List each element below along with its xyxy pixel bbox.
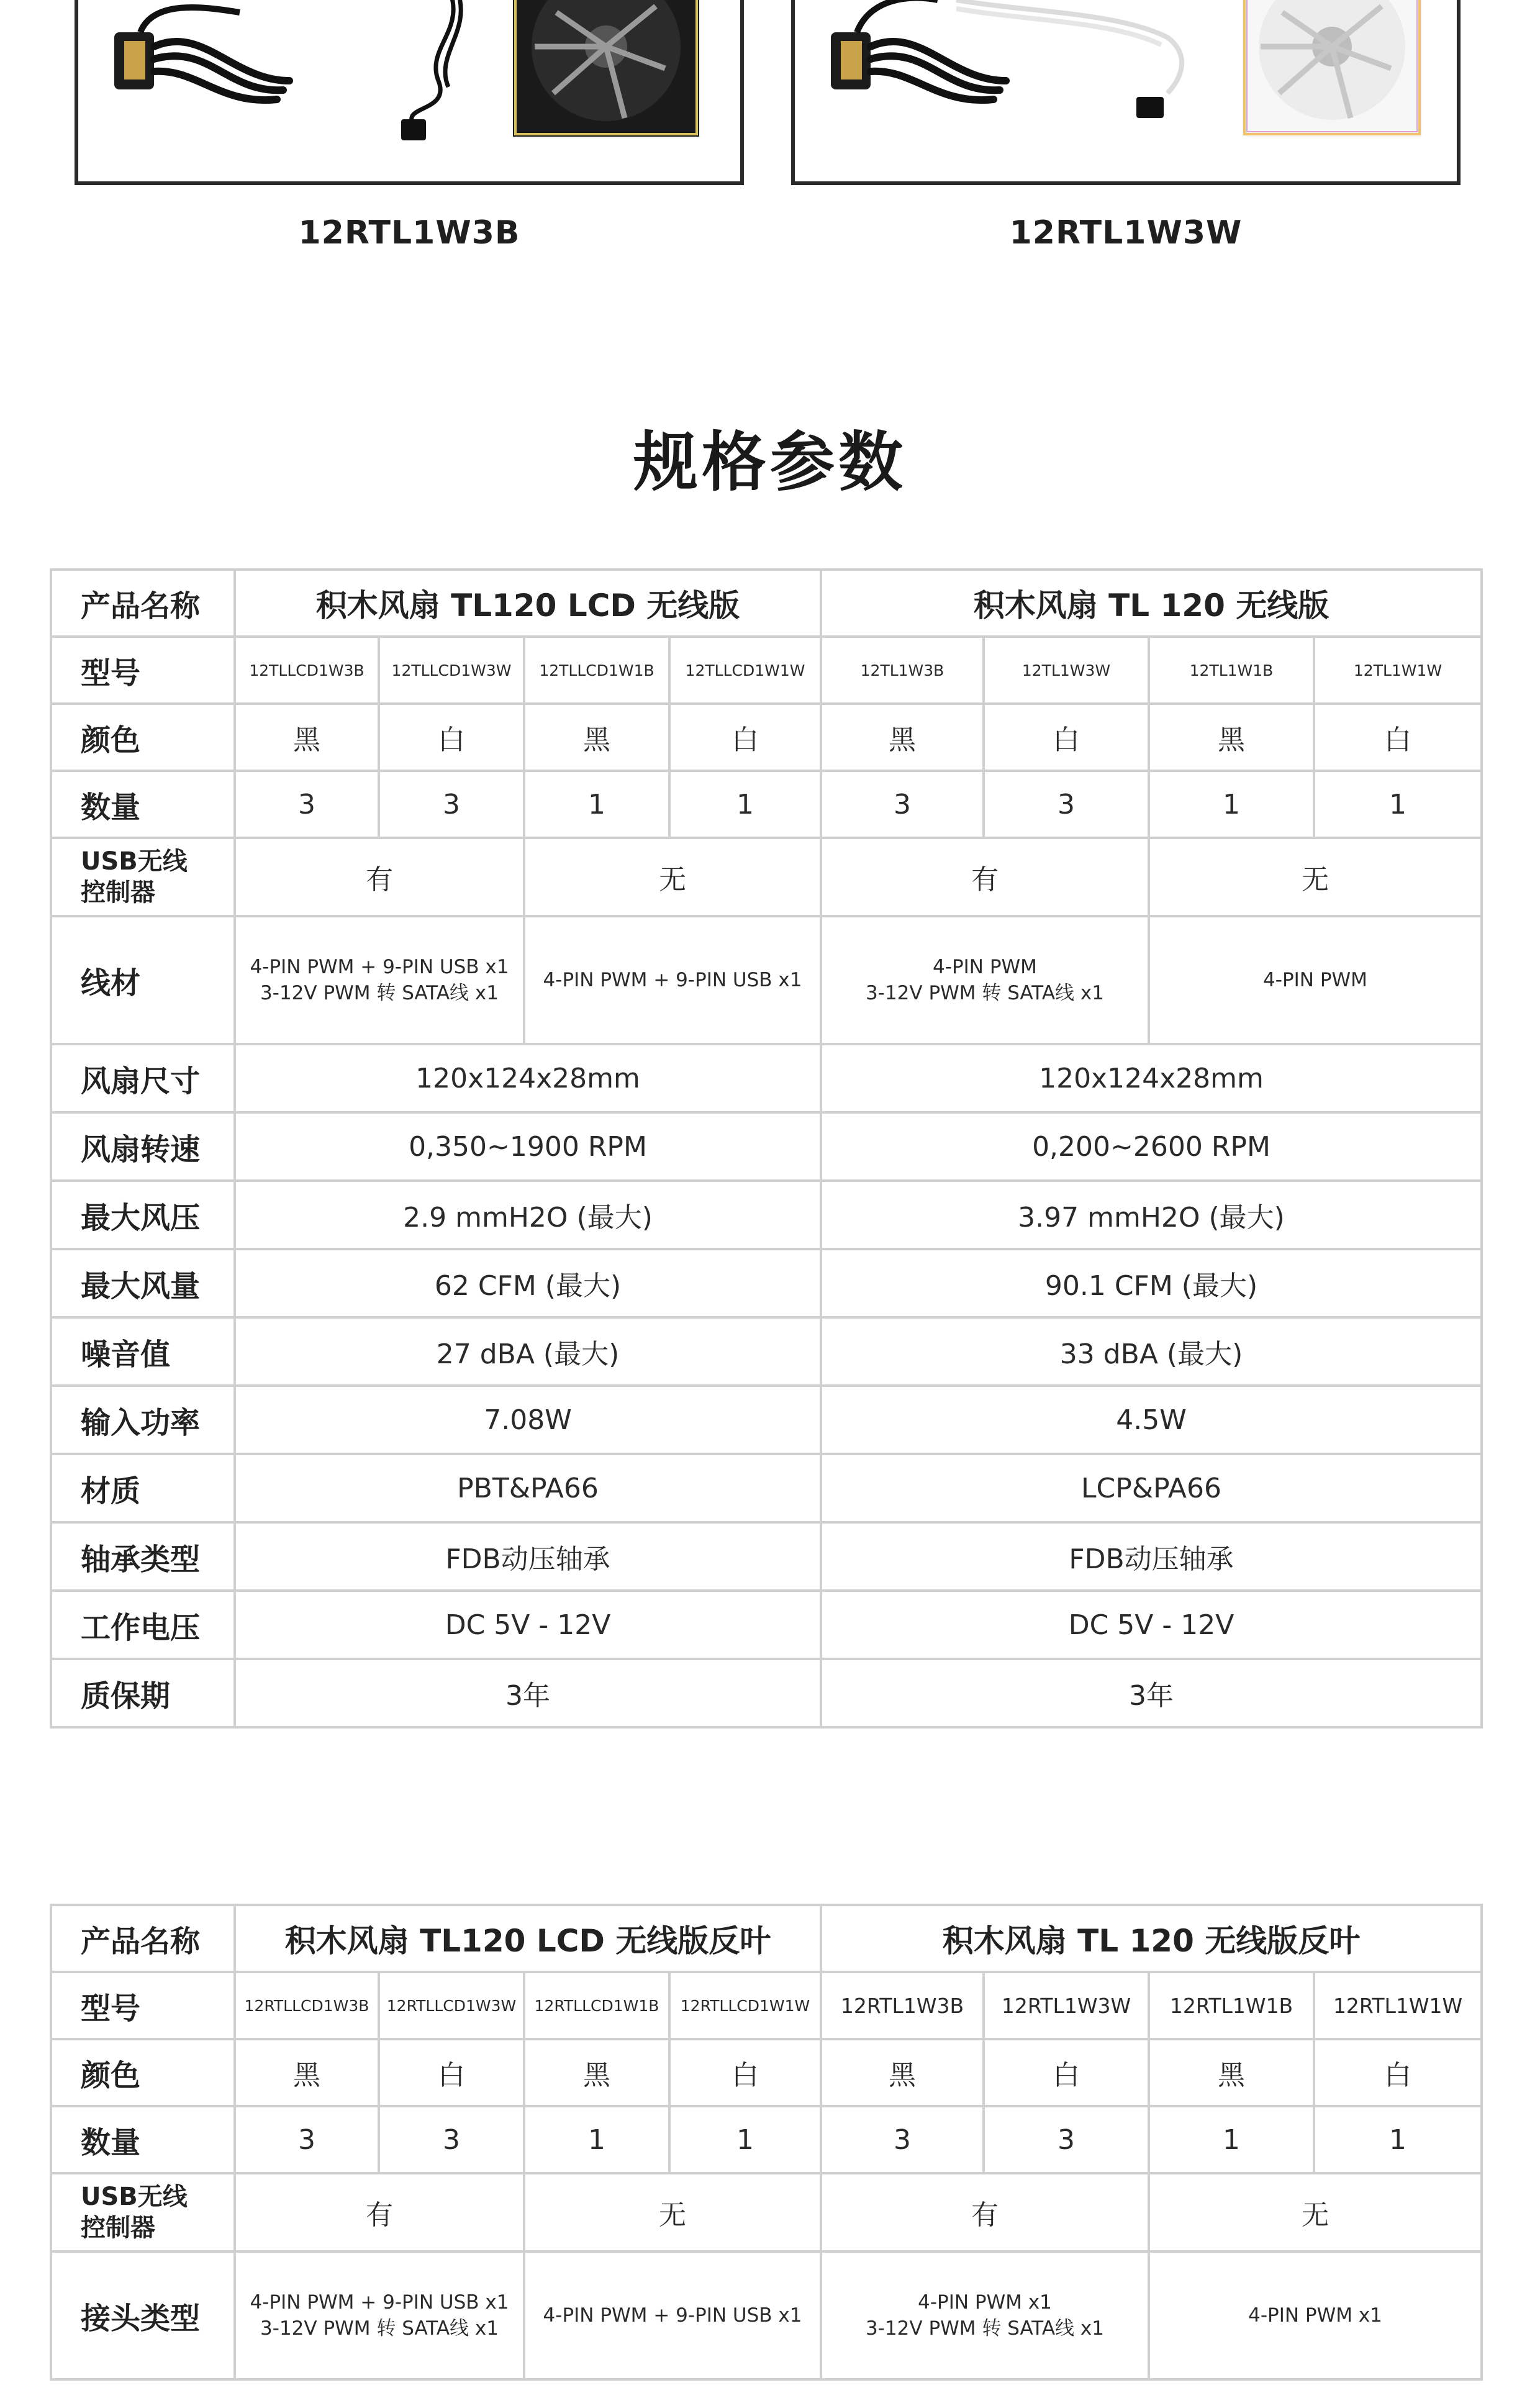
connector-line: 4-PIN PWM x1 (1248, 2304, 1382, 2327)
row-label: 数量 (51, 771, 235, 838)
row-label: 产品名称 (51, 570, 235, 637)
spec-section-title: 规格参数 (633, 424, 907, 500)
model-cell: 12TL1W3B (821, 637, 984, 704)
qty-cell: 1 (1314, 2106, 1482, 2173)
cable-line: 3-12V PWM 转 SATA线 x1 (866, 982, 1104, 1004)
model-cell: 12TLLCD1W3B (235, 637, 379, 704)
row-label: 型号 (51, 1972, 235, 2039)
spec-value: 3年 (235, 1659, 821, 1727)
color-cell: 白 (1314, 2039, 1482, 2106)
color-cell: 白 (379, 2039, 524, 2106)
table-row (51, 838, 1482, 916)
table-row (51, 570, 1482, 637)
white-fan-kit-illustration (795, 0, 1457, 181)
model-cell: 12RTL1W1W (1314, 1972, 1482, 2039)
cable-line: 4-PIN PWM + 9-PIN USB x1 (250, 956, 509, 978)
group-header: 积木风扇 TL 120 无线版 (821, 570, 1482, 637)
model-cell: 12RTLLCD1W1W (669, 1972, 821, 2039)
product-caption-white: 12RTL1W3W (1009, 214, 1243, 252)
spec-value: 62 CFM (最大) (235, 1249, 821, 1317)
color-cell: 黑 (821, 704, 984, 771)
spec-table-reverse-blade (50, 1904, 1483, 2381)
row-label: 型号 (51, 637, 235, 704)
sata-cable-icon (831, 0, 1006, 100)
spec-value: PBT&PA66 (235, 1454, 821, 1522)
spec-value: DC 5V - 12V (235, 1591, 821, 1659)
spec-value: 0,200~2600 RPM (821, 1112, 1482, 1181)
model-cell: 12RTLLCD1W1B (524, 1972, 669, 2039)
connector-line: 4-PIN PWM x1 (918, 2291, 1052, 2314)
black-fan-kit-illustration (78, 0, 740, 181)
black-fan-icon (513, 0, 699, 137)
row-label: 轴承类型 (51, 1522, 235, 1591)
table-row (51, 1522, 1482, 1591)
row-label: 线材 (51, 916, 235, 1044)
row-label: 输入功率 (51, 1386, 235, 1454)
spec-table-standard (50, 568, 1483, 1729)
row-label: 颜色 (51, 704, 235, 771)
model-cell: 12RTLLCD1W3W (379, 1972, 524, 2039)
table-row (51, 1317, 1482, 1386)
product-image-frame-black (75, 0, 744, 185)
table-row (51, 1905, 1482, 1972)
model-cell: 12TL1W1W (1314, 637, 1482, 704)
usb-cell: 无 (1149, 838, 1482, 916)
table-row (51, 637, 1482, 704)
spec-value: 2.9 mmH2O (最大) (235, 1181, 821, 1249)
row-label: 材质 (51, 1454, 235, 1522)
spec-value: 4.5W (821, 1386, 1482, 1454)
qty-cell: 3 (821, 2106, 984, 2173)
spec-value: 120x124x28mm (235, 1044, 821, 1112)
table-row (51, 1591, 1482, 1659)
row-label (51, 838, 235, 916)
spec-value: 27 dBA (最大) (235, 1317, 821, 1386)
cable-cell (524, 916, 821, 1044)
model-cell: 12RTLLCD1W3B (235, 1972, 379, 2039)
cable-cell (1149, 916, 1482, 1044)
product-image-frame-white (791, 0, 1461, 185)
qty-cell: 3 (235, 771, 379, 838)
cable-cell (235, 916, 524, 1044)
connector-cell (1149, 2251, 1482, 2379)
spec-value: LCP&PA66 (821, 1454, 1482, 1522)
model-cell: 12TLLCD1W3W (379, 637, 524, 704)
color-cell: 黑 (1149, 2039, 1314, 2106)
model-cell: 12RTL1W3W (984, 1972, 1149, 2039)
table-row (51, 1386, 1482, 1454)
spec-value: 120x124x28mm (821, 1044, 1482, 1112)
row-label: 接头类型 (51, 2251, 235, 2379)
row-label (51, 2173, 235, 2251)
spec-value: FDB动压轴承 (821, 1522, 1482, 1591)
qty-cell: 3 (984, 771, 1149, 838)
group-header: 积木风扇 TL120 LCD 无线版反叶 (235, 1905, 821, 1972)
connector-cell (524, 2251, 821, 2379)
connector-line: 3-12V PWM 转 SATA线 x1 (866, 2317, 1104, 2340)
usb-cell: 有 (821, 2173, 1149, 2251)
spec-value: DC 5V - 12V (821, 1591, 1482, 1659)
qty-cell: 3 (984, 2106, 1149, 2173)
pwm-cable-icon (401, 0, 461, 140)
cable-line: 4-PIN PWM (933, 956, 1037, 978)
model-cell: 12TL1W3W (984, 637, 1149, 704)
table-row (51, 771, 1482, 838)
group-header: 积木风扇 TL 120 无线版反叶 (821, 1905, 1482, 1972)
row-label: 风扇转速 (51, 1112, 235, 1181)
cable-cell (821, 916, 1149, 1044)
sata-cable-icon (114, 7, 289, 100)
model-cell: 12TL1W1B (1149, 637, 1314, 704)
group-header: 积木风扇 TL120 LCD 无线版 (235, 570, 821, 637)
color-cell: 黑 (524, 2039, 669, 2106)
connector-line: 3-12V PWM 转 SATA线 x1 (260, 2317, 499, 2340)
row-label: 工作电压 (51, 1591, 235, 1659)
spec-value: 33 dBA (最大) (821, 1317, 1482, 1386)
connector-line: 4-PIN PWM + 9-PIN USB x1 (250, 2291, 509, 2314)
usb-cell: 无 (524, 838, 821, 916)
table-row (51, 2106, 1482, 2173)
spec-value: 90.1 CFM (最大) (821, 1249, 1482, 1317)
row-label-line: 控制器 (81, 878, 155, 907)
cable-line: 4-PIN PWM + 9-PIN USB x1 (543, 969, 802, 991)
connector-cell (235, 2251, 524, 2379)
product-caption-black: 12RTL1W3B (298, 214, 520, 252)
connector-line: 4-PIN PWM + 9-PIN USB x1 (543, 2304, 802, 2327)
table-row (51, 1659, 1482, 1727)
model-cell: 12RTL1W1B (1149, 1972, 1314, 2039)
color-cell: 白 (379, 704, 524, 771)
usb-cell: 有 (235, 838, 524, 916)
row-label-line: USB无线 (81, 2183, 188, 2211)
color-cell: 白 (984, 704, 1149, 771)
qty-cell: 1 (1149, 2106, 1314, 2173)
spec-value: 0,350~1900 RPM (235, 1112, 821, 1181)
spec-value: 3.97 mmH2O (最大) (821, 1181, 1482, 1249)
qty-cell: 1 (1314, 771, 1482, 838)
row-label: 数量 (51, 2106, 235, 2173)
row-label: 噪音值 (51, 1317, 235, 1386)
table-row (51, 1044, 1482, 1112)
row-label: 产品名称 (51, 1905, 235, 1972)
model-cell: 12TLLCD1W1B (524, 637, 669, 704)
cable-line: 4-PIN PWM (1263, 969, 1367, 991)
qty-cell: 1 (669, 771, 821, 838)
row-label-line: USB无线 (81, 847, 188, 876)
table-row (51, 704, 1482, 771)
color-cell: 白 (984, 2039, 1149, 2106)
color-cell: 白 (669, 704, 821, 771)
color-cell: 黑 (1149, 704, 1314, 771)
table-row (51, 1181, 1482, 1249)
qty-cell: 1 (524, 771, 669, 838)
qty-cell: 1 (669, 2106, 821, 2173)
usb-cell: 无 (1149, 2173, 1482, 2251)
row-label: 最大风压 (51, 1181, 235, 1249)
cable-line: 3-12V PWM 转 SATA线 x1 (260, 982, 499, 1004)
qty-cell: 3 (235, 2106, 379, 2173)
white-fan-icon (1242, 0, 1422, 137)
row-label: 最大风量 (51, 1249, 235, 1317)
table-row (51, 1972, 1482, 2039)
table-row (51, 1249, 1482, 1317)
connector-cell (821, 2251, 1149, 2379)
usb-cell: 有 (821, 838, 1149, 916)
table-row (51, 2251, 1482, 2379)
table-row (51, 1112, 1482, 1181)
usb-cell: 无 (524, 2173, 821, 2251)
color-cell: 白 (669, 2039, 821, 2106)
table-row (51, 2173, 1482, 2251)
table-row (51, 916, 1482, 1044)
color-cell: 黑 (524, 704, 669, 771)
qty-cell: 1 (524, 2106, 669, 2173)
row-label: 颜色 (51, 2039, 235, 2106)
usb-cell: 有 (235, 2173, 524, 2251)
qty-cell: 3 (821, 771, 984, 838)
spec-value: FDB动压轴承 (235, 1522, 821, 1591)
model-cell: 12TLLCD1W1W (669, 637, 821, 704)
row-label-line: 控制器 (81, 2214, 155, 2242)
color-cell: 黑 (821, 2039, 984, 2106)
table-row (51, 1454, 1482, 1522)
color-cell: 白 (1314, 704, 1482, 771)
row-label: 风扇尺寸 (51, 1044, 235, 1112)
color-cell: 黑 (235, 704, 379, 771)
row-label: 质保期 (51, 1659, 235, 1727)
spec-value: 7.08W (235, 1386, 821, 1454)
spec-value: 3年 (821, 1659, 1482, 1727)
table-row (51, 2039, 1482, 2106)
color-cell: 黑 (235, 2039, 379, 2106)
qty-cell: 3 (379, 771, 524, 838)
model-cell: 12RTL1W3B (821, 1972, 984, 2039)
qty-cell: 3 (379, 2106, 524, 2173)
qty-cell: 1 (1149, 771, 1314, 838)
